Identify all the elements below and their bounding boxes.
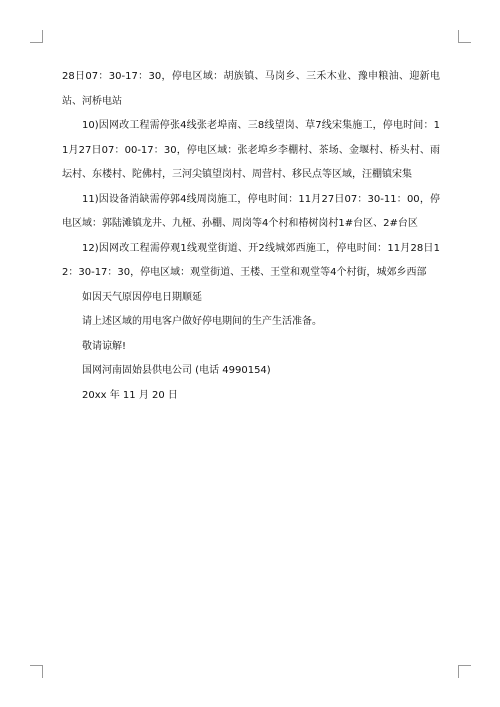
crop-mark-top-left: [30, 30, 43, 43]
issuer-line: 国网河南固始县供电公司 (电话 4990154): [82, 365, 271, 376]
apology-text: 敬请谅解!: [82, 340, 127, 352]
crop-mark-bottom-left: [30, 665, 43, 678]
crop-mark-bottom-right: [458, 665, 471, 678]
paragraph-item-12: 12)因网改工程需停观1线观堂街道、开2线城郊西施工，停电时间：11月28日12：30-17：30，停电区域：观堂街道、王楼、王堂和观堂等4个村街，城郊乡西部: [62, 242, 440, 278]
paragraph-item-11: 11)因设备消缺需停郭4线周岗施工，停电时间：11月27日07：30-11：00，停电区域：郭陆滩镇龙井、九桠、孙棚、周岗等4个村和椿树岗村1#台区、2#台区: [62, 193, 440, 229]
paragraph-item-10: 10)因网改工程需停张4线张老埠南、三8线望岗、草7线宋集施工，停电时间：11月27日07：00-17：30，停电区域：张老埠乡李棚村、茶场、金堰村、桥头村、雨坛村、东楼村、陀佛村，三河尖镇望岗村、周营村、移民点等区域，汪棚镇宋集: [62, 120, 440, 180]
weather-note: 如因天气原因停电日期顺延: [82, 291, 202, 303]
paragraph-item-9-continuation: 28日07：30-17：30，停电区域：胡族镇、马岗乡、三禾木业、豫申粮油、迎新电站、河桥电站: [62, 71, 440, 107]
crop-mark-top-right: [458, 30, 471, 43]
document-body: [62, 65, 440, 408]
issue-date: 20xx 年 11 月 20 日: [82, 389, 178, 401]
customer-notice: 请上述区域的用电客户做好停电期间的生产生活准备。: [82, 316, 322, 327]
